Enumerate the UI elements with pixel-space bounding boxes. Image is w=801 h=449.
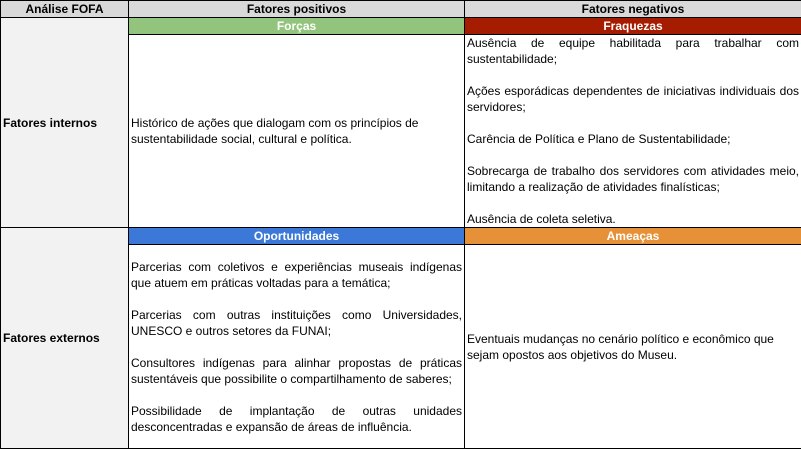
list-item: Possibilidade de implantação de outras unidades desconcentradas e expansão de áreas de influência.	[131, 403, 462, 434]
strengths-cell	[129, 35, 465, 228]
strengths-text: Histórico de ações que dialogam com os princípios de sustentabilidade social, cultural e política.	[131, 116, 419, 146]
list-item: Ausência de equipe habilitada para trabalhar com sustentabilidade;	[467, 36, 799, 66]
threats-header: Ameaças	[465, 228, 801, 245]
list-item: Carência de Política e Plano de Sustentabilidade;	[467, 132, 731, 146]
external-subheader-row	[1, 228, 801, 245]
strengths-header: Forças	[129, 18, 465, 35]
external-factors-label: Fatores externos	[1, 228, 129, 449]
opportunities-cell	[129, 245, 465, 449]
threats-text: Eventuais mudanças no cenário político e econômico que sejam opostos aos objetivos do Museu.	[467, 331, 774, 362]
list-item: Ações esporádicas dependentes de iniciativas individuais dos servidores;	[467, 84, 799, 114]
list-item: Parcerias com outras instituições como Universidades, UNESCO e outros setores da FUNAI;	[131, 307, 462, 338]
internal-subheader-row	[1, 18, 801, 35]
list-item: Consultores indígenas para alinhar propostas de práticas sustentáveis que possibilite o compartilhamento de saberes;	[131, 355, 462, 386]
opportunities-header: Oportunidades	[129, 228, 465, 245]
weaknesses-header: Fraquezas	[465, 18, 801, 35]
corner-header: Análise FOFA	[1, 1, 129, 18]
list-item: Sobrecarga de trabalho dos servidores com atividades meio, limitando a realização de atividades finalísticas;	[467, 164, 799, 194]
positive-factors-header: Fatores positivos	[129, 1, 465, 18]
negative-factors-header: Fatores negativos	[465, 1, 801, 18]
header-row	[1, 1, 801, 18]
list-item: Ausência de coleta seletiva.	[467, 212, 616, 226]
threats-cell	[465, 245, 801, 449]
weaknesses-cell	[465, 35, 801, 228]
internal-factors-label: Fatores internos	[1, 18, 129, 228]
list-item: Parcerias com coletivos e experiências museais indígenas que atuem em práticas voltadas para a temática;	[131, 259, 462, 290]
